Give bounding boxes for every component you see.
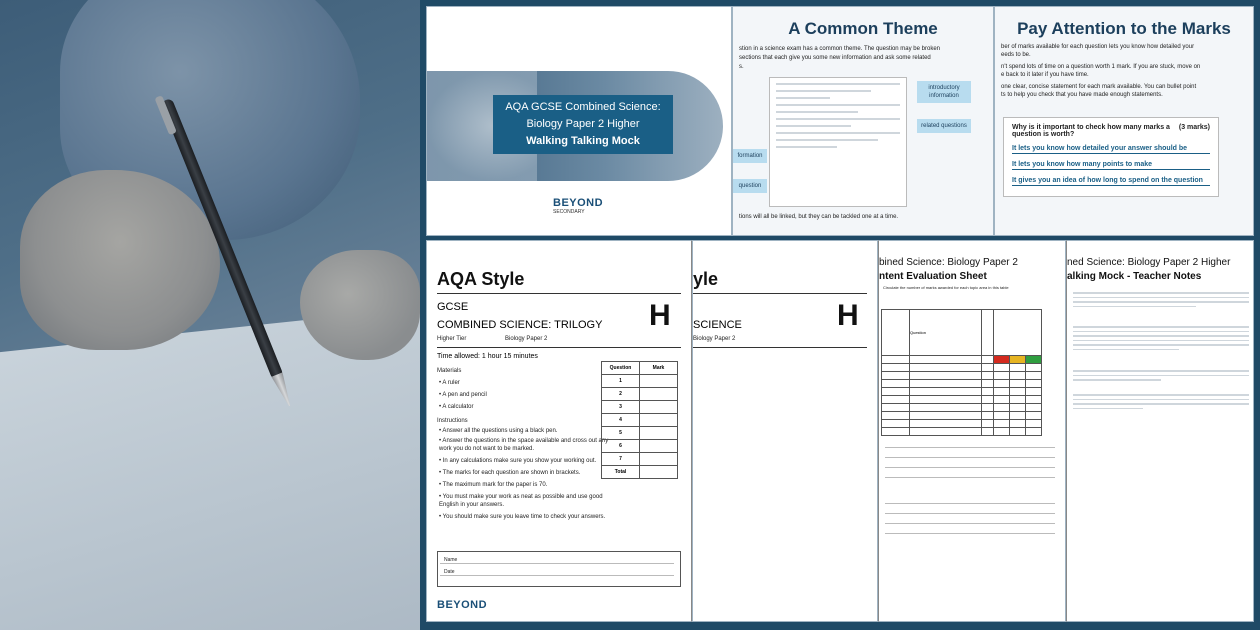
- resource-collage: [420, 0, 1260, 630]
- table-row: 5: [602, 427, 678, 440]
- title-line1: AQA GCSE Combined Science:: [505, 101, 661, 113]
- paper-label: Biology Paper 2: [505, 336, 548, 342]
- marks-slide: [994, 6, 1254, 236]
- doc-title: ned Science: Biology Paper 2 Higher: [1067, 257, 1231, 268]
- answer-lines-1: [885, 447, 1055, 487]
- answer-option-3: It gives you an idea of how long to spend on the question: [1012, 177, 1210, 186]
- table-header-question: Question: [602, 362, 640, 375]
- subject-label: SCIENCE: [693, 319, 742, 331]
- marks-text-1: ber of marks available for each question lets you know how detailed your: [1001, 44, 1195, 50]
- table-row: 6: [602, 440, 678, 453]
- materials-heading: Materials: [437, 368, 462, 374]
- title-line2: Biology Paper 2 Higher: [526, 118, 640, 130]
- table-row: 1: [602, 375, 678, 388]
- doc-subtitle: ntent Evaluation Sheet: [879, 271, 987, 282]
- name-date-box: [437, 551, 681, 587]
- doc-heading: AQA Style: [437, 269, 525, 289]
- notes-paragraph-2: [1073, 323, 1249, 353]
- information-side-tag: formation: [733, 149, 767, 163]
- question-text: [1012, 124, 1210, 138]
- slide-text-3: s.: [739, 64, 744, 70]
- slide-text-2: sections that each give you some new information and ask some related: [739, 55, 931, 61]
- notes-paragraph-3: [1073, 367, 1249, 384]
- notes-paragraph-1: [1073, 289, 1249, 310]
- subject-label: COMBINED SCIENCE: TRILOGY: [437, 319, 603, 331]
- instruction-2b: work you do not want to be marked.: [439, 446, 535, 452]
- instruction-2: • Answer the questions in the space available and cross out any: [439, 438, 609, 444]
- doc-title: bined Science: Biology Paper 2: [879, 257, 1018, 268]
- instruction-5: • The maximum mark for the paper is 70.: [439, 482, 548, 488]
- evaluation-table: [881, 309, 1042, 436]
- related-questions-tag: related questions: [917, 119, 971, 133]
- marks-text-2: eeds to be.: [1001, 52, 1031, 58]
- title-slide: [426, 6, 732, 236]
- question-column: Question: [910, 310, 982, 356]
- teacher-notes: [1066, 240, 1254, 622]
- exam-paper-front: [426, 240, 692, 622]
- instruction-4: • The marks for each question are shown in brackets.: [439, 470, 581, 476]
- table-row: 4: [602, 414, 678, 427]
- instruction-7: • You should make sure you leave time to check your answers.: [439, 514, 606, 520]
- heading-rule: [693, 293, 867, 294]
- question-box: [1003, 117, 1219, 197]
- writing-photo: [0, 0, 420, 630]
- tier-letter: H: [837, 299, 859, 332]
- marks-text-3: n't spend lots of time on a question worth 1 mark. If you are stuck, move on: [1001, 64, 1201, 70]
- evaluation-sheet: [878, 240, 1066, 622]
- logo-subtext: SECONDARY: [553, 209, 585, 215]
- gcse-label: GCSE: [437, 301, 469, 313]
- tier-label: Higher Tier: [437, 336, 467, 342]
- material-2: • A pen and pencil: [439, 392, 487, 398]
- marks-table: [601, 361, 678, 479]
- paper-label: Biology Paper 2: [693, 336, 736, 342]
- marks-text-5: one clear, concise statement for each mark available. You can bullet point: [1001, 84, 1197, 90]
- table-row: 2: [602, 388, 678, 401]
- instruction-1: • Answer all the questions using a black pen.: [439, 428, 558, 434]
- tier-letter: H: [649, 299, 671, 332]
- table-header-mark: Mark: [640, 362, 678, 375]
- doc-intro: Circulate the number of marks awarded for each topic area in this table: [883, 285, 1009, 290]
- title-label: [493, 95, 673, 154]
- table-total-row: Total: [602, 466, 678, 479]
- beyond-logo: BEYOND: [437, 599, 488, 611]
- question-marks: (3 marks): [1178, 124, 1210, 131]
- introductory-information-tag: introductory information: [917, 81, 971, 103]
- slide-heading: A Common Theme: [788, 19, 938, 38]
- doc-heading: yle: [693, 269, 719, 289]
- slide-footer: tions will all be linked, but they can be tackled one at a time.: [739, 214, 899, 220]
- material-1: • A ruler: [439, 380, 460, 386]
- marks-text-4: e back to it later if you have time.: [1001, 72, 1089, 78]
- marks-text-6: ts to help you check that you have made enough statements.: [1001, 92, 1163, 98]
- beyond-logo: [553, 197, 603, 215]
- slide-heading: Pay Attention to the Marks: [1017, 19, 1231, 38]
- time-allowed: Time allowed: 1 hour 15 minutes: [437, 353, 538, 360]
- material-3: • A calculator: [439, 404, 474, 410]
- example-question-thumbnail: [769, 77, 907, 207]
- answer-option-1: It lets you know how detailed your answer should be: [1012, 145, 1210, 154]
- answer-option-2: It lets you know how many points to make: [1012, 161, 1210, 170]
- exam-paper-copy: [692, 240, 878, 622]
- second-hand-shape: [300, 250, 420, 360]
- name-field[interactable]: Name: [440, 552, 674, 564]
- doc-subtitle: alking Mock - Teacher Notes: [1067, 271, 1202, 282]
- instruction-6: • You must make your work as neat as possible and use good: [439, 494, 603, 500]
- title-line3: Walking Talking Mock: [526, 135, 640, 147]
- slide-text-1: stion in a science exam has a common theme. The question may be broken: [739, 46, 940, 52]
- instruction-3: • In any calculations make sure you show your working out.: [439, 458, 597, 464]
- notes-paragraph-4: [1073, 391, 1249, 412]
- logo-text: BEYOND: [553, 197, 604, 209]
- date-field[interactable]: Date: [440, 564, 674, 576]
- instruction-6b: English in your answers.: [439, 502, 505, 508]
- answer-lines-2: [885, 503, 1055, 543]
- sub-rule: [437, 347, 681, 348]
- sub-rule: [693, 347, 867, 348]
- table-row: 7: [602, 453, 678, 466]
- common-theme-slide: [732, 6, 994, 236]
- question-prompt: Why is it important to check how many marks a question is worth?: [1012, 124, 1170, 138]
- table-row: 3: [602, 401, 678, 414]
- question-side-tag: question: [733, 179, 767, 193]
- instructions-heading: Instructions: [437, 418, 468, 424]
- heading-rule: [437, 293, 681, 294]
